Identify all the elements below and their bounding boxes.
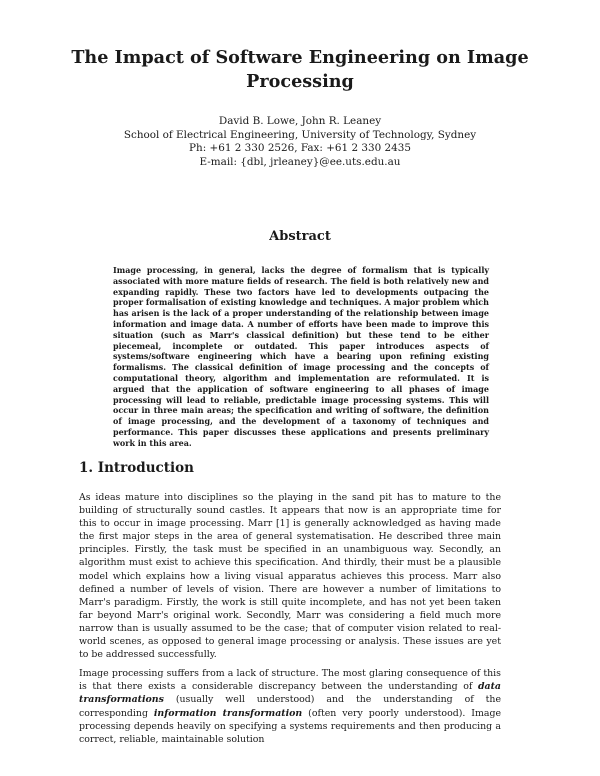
intro-paragraph-2 xyxy=(79,667,501,746)
term-data-transformations: data transformations xyxy=(79,681,501,706)
author-block xyxy=(60,115,540,169)
paper-title: The Impact of Software Engineering on Image Processing xyxy=(71,47,529,92)
introduction-body xyxy=(79,491,501,752)
intro-p2-part-a: Image processing suffers from a lack of structure. The most glaring consequence of this is that there exists a considerable discrepancy between the understanding of xyxy=(79,668,501,693)
abstract-heading: Abstract xyxy=(269,229,331,244)
section-heading-introduction: 1. Introduction xyxy=(79,460,194,476)
intro-paragraph-1: As ideas mature into disciplines so the playing in the sand pit has to mature to the building of structurally sound castles. It appears that now is an appropriate time for this to occur in image processing. Marr [1] is generally acknowledged as having made the first major steps in the area of general systematisation. He described three main principles. Firstly, the task must be specified in an unambiguous way. Secondly, an algorithm must exist to achieve this specification. And thirdly, their must be a plausible model which explains how a living visual apparatus achieves this process. Marr also defined a number of levels of vision. There are however a number of limitations to Marr's paradigm. Firstly, the work is still quite incomplete, and has not yet been taken far beyond Marr's original work. Secondly, Marr was considering a field much more narrow than is usually assumed to be the case; that of computer vision related to real-world scenes, as opposed to general image processing or analysis. These issues are yet to be addressed successfully. xyxy=(79,492,501,661)
intro-p2-part-b: (usually well understood) and the understanding of the corresponding xyxy=(79,694,501,719)
author-affiliation: School of Electrical Engineering, University of Technology, Sydney xyxy=(123,128,477,141)
term-information-transformation: information transformation xyxy=(153,707,303,719)
abstract-body xyxy=(113,265,489,449)
author-email: E-mail: {dbl, jrleaney}@ee.uts.edu.au xyxy=(199,155,401,168)
abstract-text: Image processing, in general, lacks the degree of formalism that is typically associated with more mature fields of research. The field is both relatively new and expanding rapidly. These two factors have led to developments outpacing the proper formalisation of existing knowledge and techniques. A major problem which has arisen is the lack of a proper understanding of the relationship between image information and image data. A number of efforts have been made to improve this situation (such as Marr's classical definition) but these tend to be either piecemeal, incomplete or outdated. This paper introduces aspects of systems/software engineering which have a bearing upon refining existing formalisms. The classical definition of image processing and the concepts of computational theory, algorithm and implementation are reformulated. It is argued that the application of software engineering to all phases of image processing will lead to reliable, predictable image processing systems. This will occur in three main areas; the specification and writing of software, the definition of image processing, and the development of a taxonomy of techniques and performance. This paper discusses these applications and presents preliminary work in this area. xyxy=(113,265,489,448)
intro-p2-part-c: (often very poorly understood). Image processing depends heavily on specifying a systems requirements and then producing a correct, reliable, maintainable solution xyxy=(79,707,501,745)
author-names: David B. Lowe, John R. Leaney xyxy=(218,115,382,127)
author-phone-fax: Ph: +61 2 330 2526, Fax: +61 2 330 2435 xyxy=(189,142,411,155)
